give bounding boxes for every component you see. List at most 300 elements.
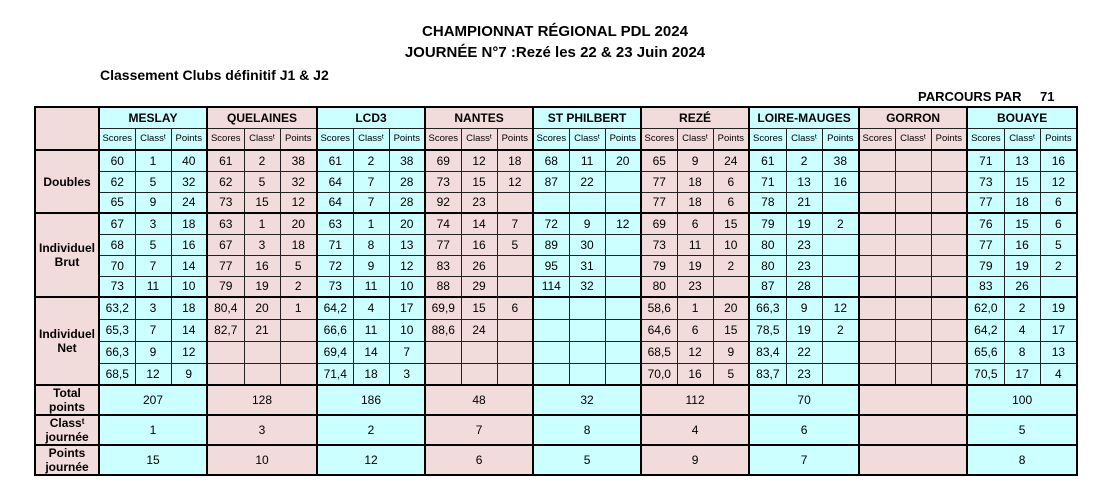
rank-cell: 11 — [569, 150, 605, 171]
rank-cell: 2 — [353, 150, 389, 171]
rank-cell: 18 — [1004, 192, 1040, 213]
points-cell: 12 — [497, 171, 533, 192]
score-cell: 64,2 — [967, 319, 1004, 341]
summary-label-class-journee: Classᵗ journée — [35, 415, 99, 445]
score-cell: 71 — [749, 171, 786, 192]
points-cell: 7 — [497, 213, 533, 234]
score-cell: 68,5 — [99, 363, 135, 385]
rank-cell: 4 — [353, 297, 389, 319]
score-cell — [859, 213, 895, 234]
points-cell — [931, 192, 967, 213]
points-cell: 1 — [280, 297, 317, 319]
points-cell: 2 — [822, 319, 859, 341]
score-cell: 66,3 — [99, 341, 135, 363]
rank-cell: 1 — [244, 213, 280, 234]
score-cell: 62 — [99, 171, 135, 192]
score-cell: 83,7 — [749, 363, 786, 385]
points-cell — [605, 234, 641, 255]
points-cell: 18 — [171, 213, 207, 234]
rank-cell: 21 — [244, 319, 280, 341]
rank-cell — [244, 363, 280, 385]
summary-value: 8 — [533, 415, 641, 445]
summary-row — [35, 415, 1077, 445]
summary-value: 8 — [967, 445, 1077, 475]
score-cell: 64,6 — [641, 319, 677, 341]
rank-cell: 24 — [461, 319, 497, 341]
club-header-st-philbert: ST PHILBERT — [533, 107, 641, 128]
score-cell: 87 — [749, 276, 786, 297]
points-cell — [497, 341, 533, 363]
points-cell: 9 — [171, 363, 207, 385]
rank-cell: 23 — [786, 234, 822, 255]
subheader-scores: Scores — [425, 128, 461, 150]
rank-cell — [895, 171, 931, 192]
points-cell: 14 — [171, 319, 207, 341]
rank-cell: 7 — [353, 192, 389, 213]
rank-cell: 11 — [677, 234, 713, 255]
rank-cell: 8 — [1004, 341, 1040, 363]
points-cell: 15 — [713, 319, 749, 341]
rank-cell: 4 — [1004, 319, 1040, 341]
summary-value: 112 — [641, 385, 749, 415]
points-cell: 18 — [171, 297, 207, 319]
score-cell: 77 — [967, 192, 1004, 213]
points-cell — [497, 192, 533, 213]
rank-cell — [895, 255, 931, 276]
subheader-scores: Scores — [641, 128, 677, 150]
subheader-classement: Classᵗ — [244, 128, 280, 150]
points-cell: 20 — [605, 150, 641, 171]
summary-row — [35, 385, 1077, 415]
rank-cell — [569, 192, 605, 213]
points-cell — [931, 276, 967, 297]
rank-cell: 23 — [677, 276, 713, 297]
score-cell: 74 — [425, 213, 461, 234]
summary-value: 7 — [425, 415, 533, 445]
points-cell: 14 — [171, 255, 207, 276]
table-row — [35, 213, 1077, 234]
rank-cell: 9 — [569, 213, 605, 234]
score-cell: 78 — [749, 192, 786, 213]
rank-cell — [895, 213, 931, 234]
score-cell: 65 — [641, 150, 677, 171]
points-cell: 20 — [713, 297, 749, 319]
subheader-scores: Scores — [207, 128, 244, 150]
score-cell: 87 — [533, 171, 569, 192]
points-cell — [497, 276, 533, 297]
subheader-scores: Scores — [967, 128, 1004, 150]
table-row — [35, 150, 1077, 171]
score-cell — [425, 341, 461, 363]
score-cell: 69,4 — [317, 341, 353, 363]
subheader-classement: Classᵗ — [786, 128, 822, 150]
rank-cell: 30 — [569, 234, 605, 255]
summary-value: 2 — [317, 415, 425, 445]
rank-cell: 31 — [569, 255, 605, 276]
club-header-lcd3: LCD3 — [317, 107, 425, 128]
section-title: Classement Clubs définitif J1 & J2 — [100, 67, 329, 83]
rank-cell — [895, 363, 931, 385]
score-cell — [859, 341, 895, 363]
points-cell: 5 — [1040, 234, 1077, 255]
points-cell: 9 — [713, 341, 749, 363]
summary-label-total-points: Total points — [35, 385, 99, 415]
table-row — [35, 255, 1077, 276]
points-cell: 16 — [171, 234, 207, 255]
score-cell — [859, 192, 895, 213]
points-cell: 13 — [1040, 341, 1077, 363]
points-cell: 12 — [171, 341, 207, 363]
score-cell: 82,7 — [207, 319, 244, 341]
score-cell: 77 — [425, 234, 461, 255]
points-cell: 15 — [713, 213, 749, 234]
score-cell: 62,0 — [967, 297, 1004, 319]
rank-cell: 16 — [677, 363, 713, 385]
subheader-row — [35, 128, 1077, 150]
rank-cell: 7 — [135, 255, 171, 276]
points-cell — [280, 363, 317, 385]
rank-cell: 32 — [569, 276, 605, 297]
score-cell: 83,4 — [749, 341, 786, 363]
rank-cell: 3 — [244, 234, 280, 255]
points-cell: 16 — [1040, 150, 1077, 171]
points-cell — [1040, 276, 1077, 297]
rank-cell: 18 — [353, 363, 389, 385]
section-label-doubles: Doubles — [35, 150, 99, 213]
points-cell: 2 — [1040, 255, 1077, 276]
rank-cell: 1 — [677, 297, 713, 319]
points-cell — [931, 319, 967, 341]
points-cell: 28 — [389, 171, 425, 192]
score-cell: 58,6 — [641, 297, 677, 319]
score-cell: 83 — [967, 276, 1004, 297]
summary-value: 9 — [641, 445, 749, 475]
points-cell: 12 — [605, 213, 641, 234]
course-par-value: 71 — [1040, 89, 1055, 104]
points-cell: 12 — [280, 192, 317, 213]
score-cell — [533, 297, 569, 319]
points-cell: 6 — [497, 297, 533, 319]
score-cell — [207, 341, 244, 363]
score-cell: 72 — [317, 255, 353, 276]
points-cell — [605, 363, 641, 385]
points-cell: 16 — [822, 171, 859, 192]
points-cell — [605, 297, 641, 319]
rank-cell: 19 — [786, 213, 822, 234]
score-cell: 65,6 — [967, 341, 1004, 363]
subheader-points: Points — [497, 128, 533, 150]
subheader-points: Points — [605, 128, 641, 150]
summary-value: 186 — [317, 385, 425, 415]
score-cell — [533, 363, 569, 385]
rank-cell: 3 — [135, 297, 171, 319]
rank-cell: 23 — [461, 192, 497, 213]
rank-cell — [895, 150, 931, 171]
rank-cell: 17 — [1004, 363, 1040, 385]
score-cell — [533, 192, 569, 213]
score-cell: 92 — [425, 192, 461, 213]
score-cell: 71 — [317, 234, 353, 255]
score-cell: 77 — [967, 234, 1004, 255]
section-label-individuel-net: Individuel Net — [35, 297, 99, 385]
points-cell: 32 — [171, 171, 207, 192]
rank-cell: 11 — [353, 276, 389, 297]
summary-value: 12 — [317, 445, 425, 475]
points-cell: 12 — [1040, 171, 1077, 192]
points-cell — [931, 171, 967, 192]
score-cell — [859, 255, 895, 276]
score-cell: 80 — [749, 255, 786, 276]
rank-cell: 5 — [135, 171, 171, 192]
summary-value: 32 — [533, 385, 641, 415]
score-cell: 67 — [207, 234, 244, 255]
points-cell: 6 — [1040, 192, 1077, 213]
score-cell — [533, 319, 569, 341]
points-cell: 2 — [822, 213, 859, 234]
summary-value — [859, 385, 967, 415]
score-cell: 65,3 — [99, 319, 135, 341]
table-row — [35, 341, 1077, 363]
score-cell: 88 — [425, 276, 461, 297]
score-cell: 71 — [967, 150, 1004, 171]
club-header-loire-mauges: LOIRE-MAUGES — [749, 107, 859, 128]
score-cell: 64,2 — [317, 297, 353, 319]
points-cell: 3 — [389, 363, 425, 385]
rank-cell: 6 — [677, 213, 713, 234]
table-row — [35, 171, 1077, 192]
score-cell: 73 — [99, 276, 135, 297]
points-cell — [931, 234, 967, 255]
score-cell — [859, 171, 895, 192]
points-cell: 32 — [280, 171, 317, 192]
rank-cell: 9 — [786, 297, 822, 319]
points-cell: 19 — [1040, 297, 1077, 319]
subheader-points: Points — [280, 128, 317, 150]
summary-value: 5 — [967, 415, 1077, 445]
rank-cell: 18 — [677, 192, 713, 213]
score-cell: 69,9 — [425, 297, 461, 319]
rank-cell — [895, 192, 931, 213]
summary-label-points-journee: Points journée — [35, 445, 99, 475]
subheader-points: Points — [931, 128, 967, 150]
table-row — [35, 276, 1077, 297]
score-cell: 68 — [533, 150, 569, 171]
rank-cell: 7 — [135, 319, 171, 341]
points-cell — [931, 255, 967, 276]
points-cell: 12 — [389, 255, 425, 276]
table-row — [35, 192, 1077, 213]
score-cell: 79 — [207, 276, 244, 297]
rank-cell: 19 — [786, 319, 822, 341]
club-header-bouaye: BOUAYE — [967, 107, 1077, 128]
points-cell: 20 — [280, 213, 317, 234]
points-cell: 40 — [171, 150, 207, 171]
points-cell: 18 — [280, 234, 317, 255]
rank-cell: 7 — [353, 171, 389, 192]
score-cell: 95 — [533, 255, 569, 276]
score-cell — [859, 150, 895, 171]
points-cell: 6 — [713, 171, 749, 192]
subheader-classement: Classᵗ — [353, 128, 389, 150]
rank-cell: 1 — [135, 150, 171, 171]
points-cell: 5 — [713, 363, 749, 385]
points-cell: 17 — [389, 297, 425, 319]
rank-cell — [244, 341, 280, 363]
score-cell: 61 — [749, 150, 786, 171]
rank-cell — [461, 363, 497, 385]
rank-cell: 15 — [244, 192, 280, 213]
score-cell: 62 — [207, 171, 244, 192]
score-cell — [859, 297, 895, 319]
points-cell: 28 — [389, 192, 425, 213]
points-cell: 4 — [1040, 363, 1077, 385]
summary-value: 207 — [99, 385, 207, 415]
rank-cell — [895, 276, 931, 297]
rank-cell: 9 — [135, 192, 171, 213]
summary-row — [35, 445, 1077, 475]
summary-value: 6 — [749, 415, 859, 445]
rank-cell — [895, 297, 931, 319]
points-cell — [497, 363, 533, 385]
score-cell: 69 — [641, 213, 677, 234]
points-cell: 38 — [822, 150, 859, 171]
rank-cell: 8 — [353, 234, 389, 255]
score-cell: 66,6 — [317, 319, 353, 341]
club-header-row — [35, 107, 1077, 128]
score-cell: 73 — [967, 171, 1004, 192]
rank-cell: 13 — [786, 171, 822, 192]
rank-cell: 15 — [461, 297, 497, 319]
score-cell: 71,4 — [317, 363, 353, 385]
club-header-reze: REZÉ — [641, 107, 749, 128]
points-cell — [931, 297, 967, 319]
rank-cell: 9 — [353, 255, 389, 276]
rank-cell — [461, 341, 497, 363]
subheader-points: Points — [171, 128, 207, 150]
table-row — [35, 363, 1077, 385]
score-cell: 73 — [641, 234, 677, 255]
score-cell: 79 — [967, 255, 1004, 276]
score-cell: 70,5 — [967, 363, 1004, 385]
rank-cell: 2 — [1004, 297, 1040, 319]
score-cell: 80 — [641, 276, 677, 297]
points-cell — [280, 341, 317, 363]
score-cell: 78,5 — [749, 319, 786, 341]
rank-cell: 22 — [786, 341, 822, 363]
rank-cell — [569, 319, 605, 341]
score-cell: 63 — [317, 213, 353, 234]
points-cell — [605, 171, 641, 192]
subheader-classement: Classᵗ — [1004, 128, 1040, 150]
points-cell: 5 — [280, 255, 317, 276]
rank-cell: 11 — [353, 319, 389, 341]
score-cell — [859, 276, 895, 297]
points-cell — [497, 319, 533, 341]
points-cell — [605, 319, 641, 341]
score-cell: 77 — [207, 255, 244, 276]
points-cell — [931, 213, 967, 234]
score-cell: 70 — [99, 255, 135, 276]
points-cell: 7 — [389, 341, 425, 363]
score-cell: 61 — [317, 150, 353, 171]
score-cell: 70,0 — [641, 363, 677, 385]
rank-cell: 15 — [461, 171, 497, 192]
score-cell: 68 — [99, 234, 135, 255]
club-header-meslay: MESLAY — [99, 107, 207, 128]
points-cell — [822, 234, 859, 255]
rank-cell — [569, 363, 605, 385]
summary-value: 128 — [207, 385, 317, 415]
rank-cell: 23 — [786, 255, 822, 276]
score-cell: 67 — [99, 213, 135, 234]
score-cell: 89 — [533, 234, 569, 255]
rank-cell: 15 — [1004, 213, 1040, 234]
club-header-gorron: GORRON — [859, 107, 967, 128]
rank-cell — [895, 234, 931, 255]
points-cell — [497, 255, 533, 276]
rank-cell: 29 — [461, 276, 497, 297]
score-cell: 79 — [641, 255, 677, 276]
points-cell — [931, 341, 967, 363]
corner-cell — [35, 107, 99, 150]
summary-value: 3 — [207, 415, 317, 445]
score-cell: 73 — [317, 276, 353, 297]
score-cell: 79 — [749, 213, 786, 234]
summary-value: 15 — [99, 445, 207, 475]
points-cell: 18 — [497, 150, 533, 171]
score-cell: 77 — [641, 192, 677, 213]
rank-cell: 15 — [1004, 171, 1040, 192]
score-cell: 69 — [425, 150, 461, 171]
rank-cell: 2 — [244, 150, 280, 171]
score-cell — [533, 341, 569, 363]
rank-cell: 2 — [786, 150, 822, 171]
score-cell: 83 — [425, 255, 461, 276]
score-cell — [859, 234, 895, 255]
subheader-scores: Scores — [99, 128, 135, 150]
points-cell: 12 — [822, 297, 859, 319]
subheader-classement: Classᵗ — [461, 128, 497, 150]
score-cell: 61 — [207, 150, 244, 171]
rank-cell: 14 — [461, 213, 497, 234]
points-cell: 38 — [389, 150, 425, 171]
points-cell — [822, 363, 859, 385]
rank-cell: 9 — [135, 341, 171, 363]
points-cell: 10 — [389, 276, 425, 297]
summary-value: 48 — [425, 385, 533, 415]
summary-value: 4 — [641, 415, 749, 445]
summary-value: 5 — [533, 445, 641, 475]
rank-cell — [569, 341, 605, 363]
score-cell: 68,5 — [641, 341, 677, 363]
points-cell — [713, 276, 749, 297]
rank-cell: 19 — [244, 276, 280, 297]
points-cell — [605, 341, 641, 363]
table-row — [35, 234, 1077, 255]
summary-value: 7 — [749, 445, 859, 475]
rank-cell: 5 — [135, 234, 171, 255]
summary-value — [859, 415, 967, 445]
rank-cell: 13 — [1004, 150, 1040, 171]
rank-cell: 26 — [461, 255, 497, 276]
subheader-points: Points — [822, 128, 859, 150]
points-cell: 17 — [1040, 319, 1077, 341]
summary-value: 1 — [99, 415, 207, 445]
points-cell — [605, 255, 641, 276]
table-row — [35, 319, 1077, 341]
score-cell: 66,3 — [749, 297, 786, 319]
points-cell — [822, 276, 859, 297]
